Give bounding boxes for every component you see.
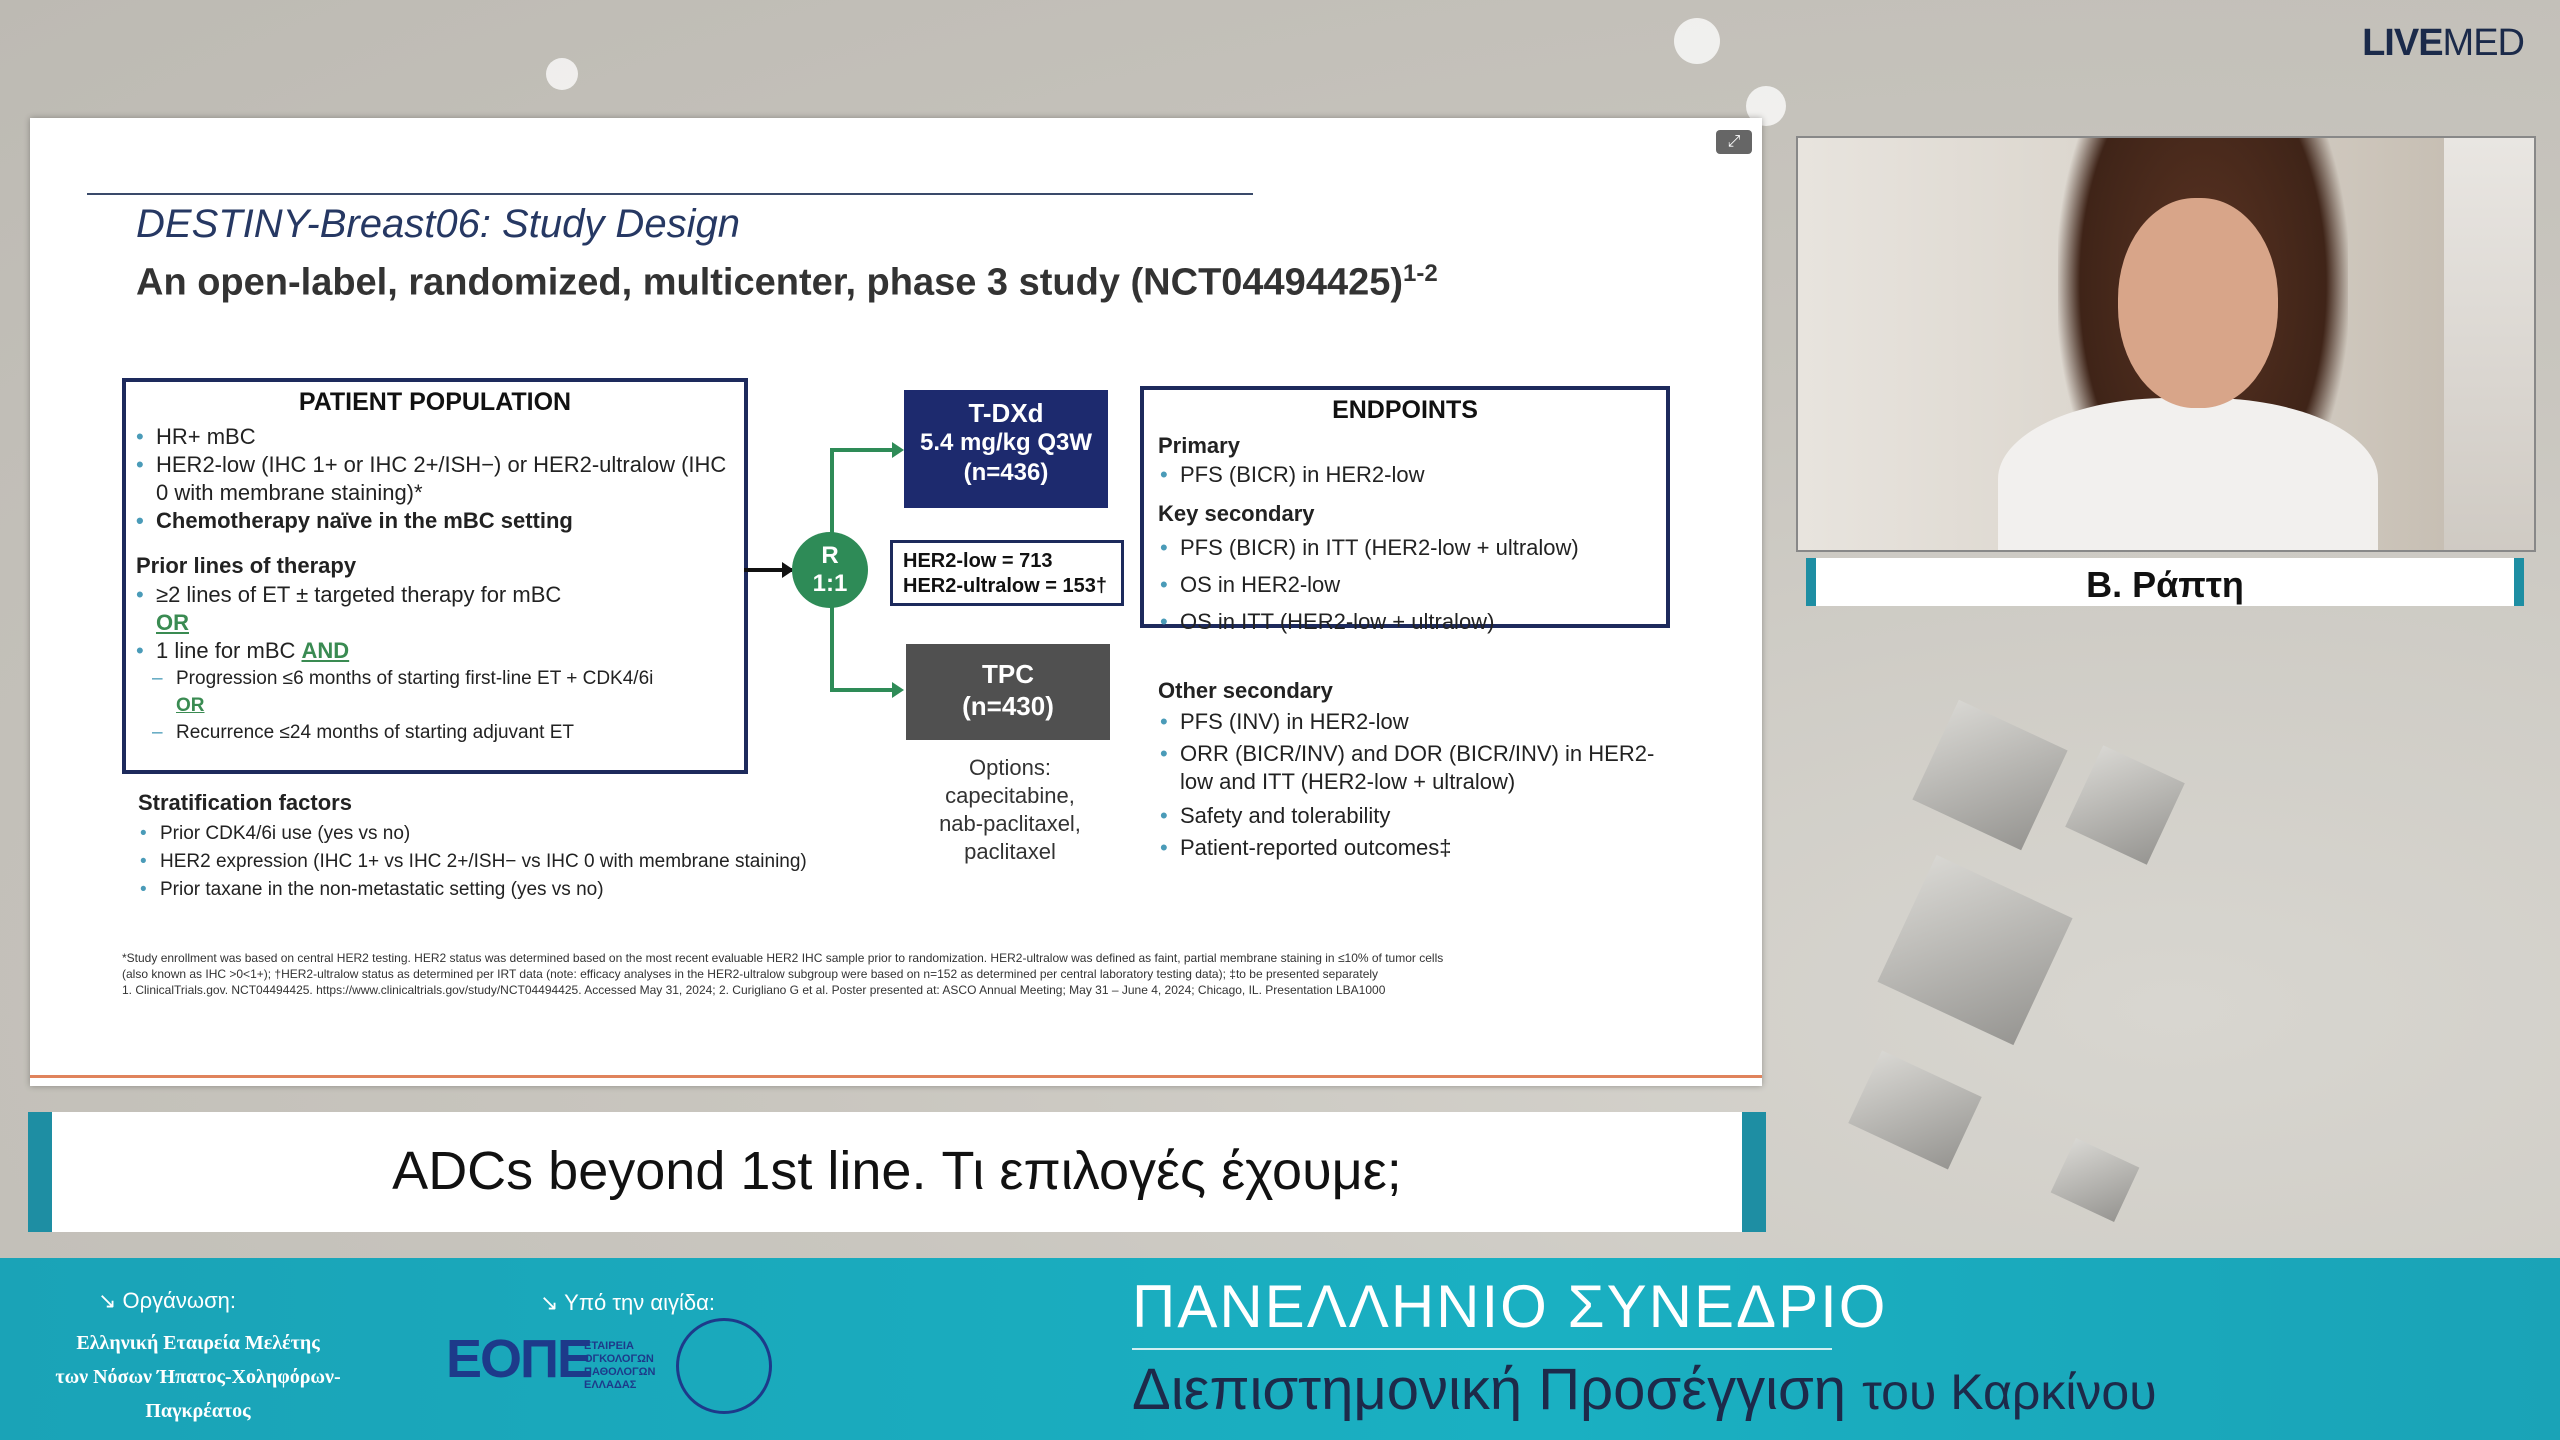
other-secondary-item: • PFS (INV) in HER2-low — [1158, 708, 1678, 736]
other-secondary-section — [1158, 678, 1678, 862]
patient-population-header: PATIENT POPULATION — [298, 388, 572, 416]
conference-title: ΠΑΝΕΛΛΗΝΙΟ ΣΥΝΕΔΡΙΟ — [1132, 1273, 1888, 1340]
eope-logo: ΕΟΠΕ — [446, 1329, 592, 1389]
speaker-name-bar — [1806, 558, 2524, 606]
prior-sub-item: – Progression ≤6 months of starting first-line ET + CDK4/6i OR — [134, 665, 744, 719]
decorative-cube — [2051, 1138, 2140, 1222]
connector-arrow — [892, 442, 904, 458]
conference-subtitle: Διεπιστημονική Προσέγγιση του Καρκίνου — [1132, 1357, 2157, 1422]
presentation-slide — [30, 118, 1762, 1086]
session-title-banner — [28, 1112, 1766, 1232]
speaker-name: Β. Ράπτη — [2086, 564, 2244, 605]
slide-footnotes: *Study enrollment was based on central HER2 testing. HER2 status was determined based on the most recent evaluable HER2 IHC sample prior to randomization. HER2-ultralow was defined as faint, partial membrane staining in ≤10% of tumor cells (also known as IHC >0<1+); †HER2-ultralow status as determined per IRT data (note: efficacy analyses in the HER2-ultralow subgroup were based on n=152 as determined per central laboratory testing data); ‡to be presented separately 1. ClinicalTrials.gov. NCT04494425. https://www.clinicaltrials.gov/study/NCT04494425. Accessed May 31, 2024; 2. Curigliano G et al. Poster presented at: ASCO Annual Meeting; May 31 – June 4, 2024; Chicago, IL. Presentation LBA1000 — [122, 951, 1444, 997]
connector-line — [830, 448, 834, 536]
livemed-logo: LIVEMED — [2362, 22, 2524, 64]
decorative-bubble — [546, 58, 578, 90]
connector-line — [830, 448, 896, 452]
decorative-cube — [1877, 855, 2072, 1045]
randomization-circle: R 1:1 — [792, 532, 868, 608]
prior-lines-header: Prior lines of therapy — [136, 553, 357, 578]
organizer-label: ↘ Οργάνωση: — [98, 1288, 236, 1313]
expand-icon[interactable]: ⤢ — [1716, 130, 1752, 154]
primary-header: Primary — [1158, 433, 1240, 458]
society-seal-logo — [676, 1318, 772, 1414]
prior-sub-item: – Recurrence ≤24 months of starting adjuvant ET — [134, 719, 744, 746]
prior-line-item: • ≥2 lines of ET ± targeted therapy for mBC OR — [134, 581, 744, 637]
pp-item: • HR+ mBC — [134, 423, 744, 451]
eope-logo-subtitle: ΕΤΑΙΡΕΙΑ ΟΓΚΟΛΟΓΩΝ ΠΑΘΟΛΟΓΩΝ ΕΛΛΑΔΑΣ — [584, 1340, 656, 1391]
tpc-options: Options: capecitabine, nab-paclitaxel, paclitaxel — [939, 755, 1081, 864]
connector-arrow — [892, 682, 904, 698]
pp-item: • HER2-low (IHC 1+ or IHC 2+/ISH−) or HER2-ultralow (IHC 0 with membrane staining)* — [134, 451, 744, 507]
speaker-body — [1998, 398, 2378, 552]
video-background-shelf — [2444, 138, 2534, 552]
endpoints-box — [1140, 386, 1670, 634]
tdxd-arm-box: T-DXd 5.4 mg/kg Q3W (n=436) — [904, 390, 1108, 508]
speaker-video — [1796, 136, 2536, 552]
other-secondary-item: • Patient-reported outcomes‡ — [1158, 834, 1678, 862]
slide-title: DESTINY-Breast06: Study Design — [136, 202, 740, 246]
pp-item-chemo-naive: • Chemotherapy naïve in the mBC setting — [134, 507, 744, 535]
slide-subtitle: An open-label, randomized, multicenter, phase 3 study $(NCT04494425)^{1-2}$ — [136, 260, 1438, 304]
primary-item: • PFS (BICR) in HER2-low — [1158, 461, 1666, 489]
stratification-item: • Prior CDK4/6i use (yes vs no) — [138, 820, 858, 848]
stratification-section — [138, 790, 858, 904]
key-secondary-item: • OS in ITT (HER2-low + ultralow) — [1158, 603, 1666, 640]
connector-line — [830, 606, 834, 692]
decorative-cube — [2065, 745, 2185, 865]
other-secondary-item: • ORR (BICR/INV) and DOR (BICR/INV) in HER2-low and ITT (HER2-low + ultralow) — [1158, 740, 1678, 796]
key-secondary-item: • PFS (BICR) in ITT (HER2-low + ultralow) — [1158, 529, 1666, 566]
key-secondary-item: • OS in HER2-low — [1158, 566, 1666, 603]
decorative-cube — [1848, 1051, 1982, 1170]
prior-line-item: • 1 line for mBC AND — [134, 637, 744, 665]
slide-bottom-rule — [30, 1075, 1762, 1078]
stratification-item: • Prior taxane in the non-metastatic setting (yes vs no) — [138, 876, 858, 904]
organizer-name: Ελληνική Εταιρεία Μελέτης των Νόσων Ήπατος-Χοληφόρων-Παγκρέατος — [55, 1332, 341, 1422]
other-secondary-item: • Safety and tolerability — [1158, 802, 1678, 830]
auspices-label: ↘ Υπό την αιγίδα: — [540, 1290, 715, 1315]
key-secondary-header: Key secondary — [1158, 501, 1315, 526]
stratification-item: • HER2 expression (IHC 1+ vs IHC 2+/ISH− vs IHC 0 with membrane staining) — [138, 848, 858, 876]
decorative-bubble — [1674, 18, 1720, 64]
conference-title-rule — [1132, 1348, 1832, 1350]
other-secondary-header: Other secondary — [1158, 678, 1333, 703]
connector-line — [830, 688, 896, 692]
her2-count-box: HER2-low = 713 HER2-ultralow = 153† — [890, 540, 1124, 606]
endpoints-header: ENDPOINTS — [1332, 396, 1478, 424]
speaker-face — [2118, 198, 2278, 408]
title-rule — [87, 193, 1253, 195]
tpc-arm-box: TPC (n=430) — [906, 644, 1110, 740]
stratification-header: Stratification factors — [138, 790, 352, 815]
conference-footer — [0, 1258, 2560, 1440]
session-title: ADCs beyond 1st line. Τι επιλογές έχουμε; — [392, 1141, 1402, 1201]
patient-population-box — [122, 378, 748, 774]
decorative-cube — [1912, 700, 2067, 850]
